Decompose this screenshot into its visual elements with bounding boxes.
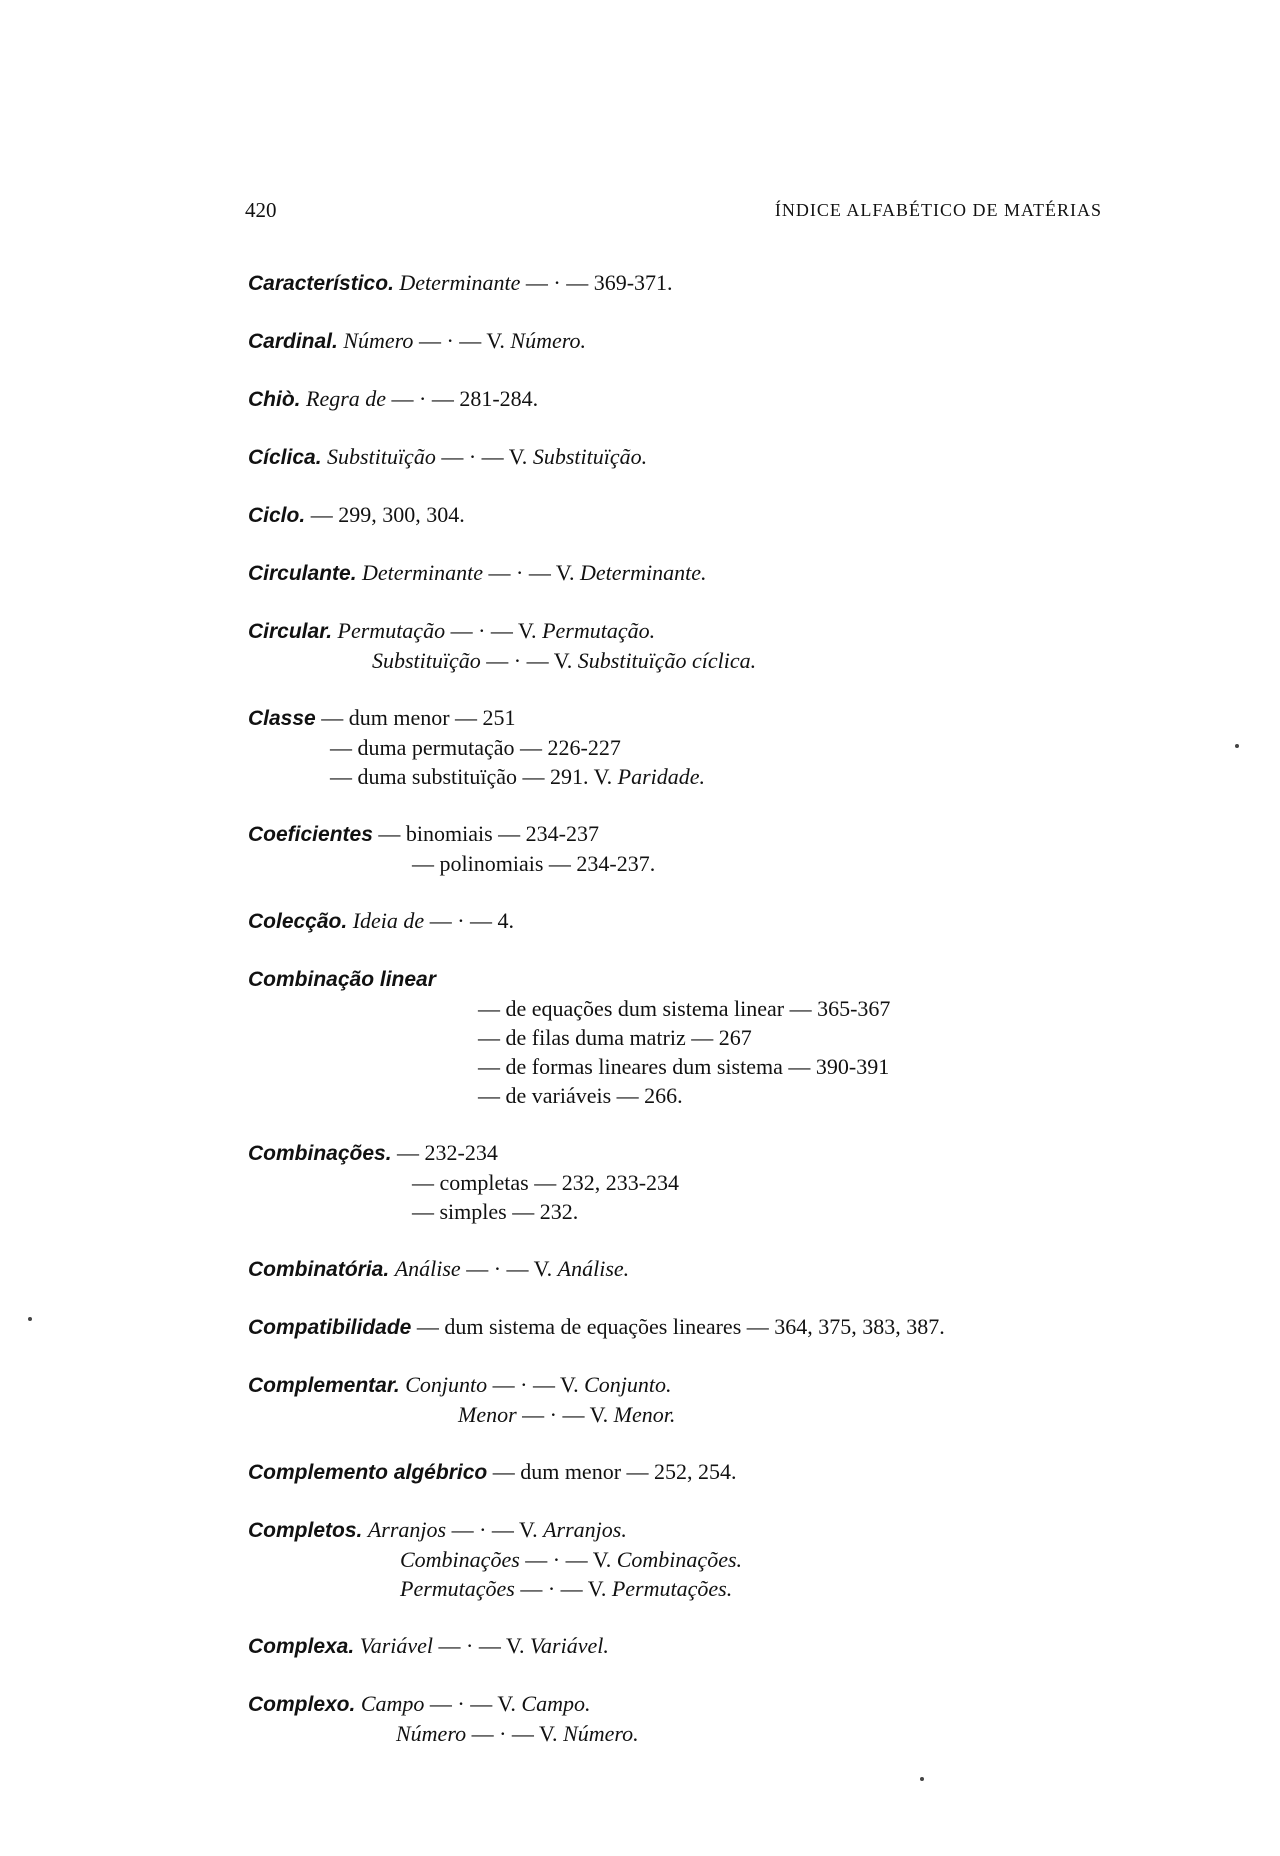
entry-text: — duma substituïção — 291. V. <box>330 764 618 789</box>
entry-term: Completos. <box>248 1519 363 1542</box>
italic-reference: Permutação. <box>542 618 656 643</box>
scan-speck <box>920 1777 924 1781</box>
index-entry <box>248 1138 1108 1226</box>
entry-term: Compatibilidade <box>248 1316 412 1339</box>
entry-term: Complexo. <box>248 1693 356 1716</box>
entry-line <box>248 500 1108 530</box>
index-entry <box>248 268 1108 298</box>
italic-reference: Menor. <box>613 1402 676 1427</box>
entry-line <box>248 964 1108 994</box>
entry-text: — · — V. <box>435 444 533 469</box>
entry-line <box>248 819 1108 849</box>
scan-speck <box>28 1317 32 1321</box>
entry-line <box>248 1689 1108 1719</box>
italic-reference: Ideia de <box>352 908 425 933</box>
italic-reference: Substituïção. <box>532 444 648 469</box>
entry-line <box>248 1138 1108 1168</box>
entry-text: — · — 369-371. <box>520 270 673 295</box>
entry-text: — · — V. <box>460 1256 558 1281</box>
entry-line <box>248 326 1108 356</box>
italic-reference: Arranjos <box>367 1517 447 1542</box>
entry-line <box>248 616 1108 646</box>
entry-term: Combinatória. <box>248 1258 390 1281</box>
entry-line <box>248 1719 1108 1748</box>
entry-line <box>248 1052 1108 1081</box>
entry-text: — · — V. <box>483 560 580 585</box>
entry-term: Combinações. <box>248 1142 392 1165</box>
index-entry <box>248 558 1108 588</box>
entry-line <box>248 1197 1108 1226</box>
entry-line <box>248 849 1108 878</box>
entry-line <box>248 558 1108 588</box>
index-entry <box>248 500 1108 530</box>
italic-reference: Determinante. <box>579 560 707 585</box>
entry-term: Combinação linear <box>248 968 436 991</box>
italic-reference: Arranjos. <box>543 1517 627 1542</box>
entry-line <box>248 1312 1108 1342</box>
entry-line <box>248 384 1108 414</box>
italic-reference: Determinante <box>399 270 521 295</box>
italic-reference: Campo <box>360 1691 425 1716</box>
italic-reference: Número <box>396 1721 467 1746</box>
index-entry <box>248 703 1108 791</box>
entry-term: Complexa. <box>248 1635 355 1658</box>
index-entry <box>248 1457 1108 1487</box>
entry-line <box>248 1545 1108 1574</box>
entry-text: — 232-234 <box>391 1140 498 1165</box>
index-entry <box>248 1312 1108 1342</box>
index-entry <box>248 1254 1108 1284</box>
italic-reference: Análise <box>394 1256 461 1281</box>
entry-text: — · — V. <box>424 1691 522 1716</box>
italic-reference: Menor <box>458 1402 517 1427</box>
entry-line <box>248 733 1108 762</box>
entry-text: — · — V. <box>433 1633 531 1658</box>
entry-line <box>248 994 1108 1023</box>
entry-text: — · — V. <box>519 1547 617 1572</box>
page-number: 420 <box>245 198 277 222</box>
running-title: ÍNDICE ALFABÉTICO DE MATÉRIAS <box>774 200 1102 220</box>
italic-reference: Permutação <box>337 618 446 643</box>
entry-line <box>248 762 1108 791</box>
entry-text: — de formas lineares dum sistema — 390-391 <box>478 1054 890 1079</box>
entry-term: Classe <box>248 707 316 730</box>
entry-line <box>248 1370 1108 1400</box>
entry-text: — · — V. <box>480 648 578 673</box>
index-entry <box>248 442 1108 472</box>
entry-line <box>248 1574 1108 1603</box>
italic-reference: Substituïção cíclica. <box>577 648 757 673</box>
index-entry <box>248 906 1108 936</box>
entry-text: — · — V. <box>445 618 543 643</box>
italic-reference: Conjunto <box>405 1372 488 1397</box>
entry-term: Circular. <box>248 620 333 643</box>
entry-text: — · — V. <box>516 1402 614 1427</box>
entry-line <box>248 1515 1108 1545</box>
entry-text: — de equações dum sistema linear — 365-367 <box>478 996 891 1021</box>
entry-term: Complementar. <box>248 1374 400 1397</box>
entry-line <box>248 268 1108 298</box>
italic-reference: Análise. <box>557 1256 630 1281</box>
index-entry <box>248 1370 1108 1429</box>
italic-reference: Substituïção <box>327 444 436 469</box>
entry-text: — dum sistema de equações lineares — 364, 375, 383, 387. <box>411 1314 945 1339</box>
entry-text: — dum menor — 252, 254. <box>487 1459 737 1484</box>
italic-reference: Permutações. <box>611 1576 733 1601</box>
italic-reference: Variável <box>359 1633 434 1658</box>
entry-line <box>248 1023 1108 1052</box>
italic-reference: Número <box>343 328 414 353</box>
index-entry <box>248 1631 1108 1661</box>
entry-line <box>248 1400 1108 1429</box>
scan-speck <box>1235 744 1239 748</box>
entry-line <box>248 1457 1108 1487</box>
italic-reference: Determinante <box>362 560 483 585</box>
italic-reference: Regra de <box>306 386 387 411</box>
italic-reference: Conjunto. <box>584 1372 672 1397</box>
index-entries <box>248 268 1108 1776</box>
index-entry <box>248 964 1108 1110</box>
italic-reference: Variável. <box>530 1633 609 1658</box>
entry-text: — 299, 300, 304. <box>305 502 465 527</box>
entry-text: — binomiais — 234-237 <box>372 821 599 846</box>
index-entry <box>248 819 1108 878</box>
italic-reference: Campo. <box>521 1691 591 1716</box>
index-entry <box>248 616 1108 675</box>
entry-term: Chiò. <box>248 388 301 411</box>
index-entry <box>248 384 1108 414</box>
entry-term: Coeficientes <box>248 823 373 846</box>
entry-line <box>248 1081 1108 1110</box>
entry-line <box>248 442 1108 472</box>
entry-term: Característico. <box>248 272 394 295</box>
entry-term: Circulante. <box>248 562 357 585</box>
entry-term: Colecção. <box>248 910 348 933</box>
entry-term: Cíclica. <box>248 446 322 469</box>
entry-text: — · — V. <box>487 1372 585 1397</box>
index-entry <box>248 326 1108 356</box>
entry-text: — de filas duma matriz — 267 <box>478 1025 752 1050</box>
entry-text: — completas — 232, 233-234 <box>412 1170 680 1195</box>
entry-text: — dum menor — 251 <box>315 705 516 730</box>
italic-reference: Paridade. <box>617 764 706 789</box>
entry-text: — · — V. <box>514 1576 612 1601</box>
entry-line <box>248 646 1108 675</box>
entry-term: Ciclo. <box>248 504 306 527</box>
entry-line <box>248 703 1108 733</box>
italic-reference: Combinações. <box>616 1547 743 1572</box>
entry-text: — de variáveis — 266. <box>478 1083 683 1108</box>
entry-text: — duma permutação — 226-227 <box>330 735 621 760</box>
entry-text: — · — V. <box>446 1517 544 1542</box>
entry-text: — · — 281-284. <box>386 386 539 411</box>
italic-reference: Substituïção <box>372 648 481 673</box>
entry-term: Complemento algébrico <box>248 1461 488 1484</box>
entry-line <box>248 906 1108 936</box>
italic-reference: Número. <box>510 328 586 353</box>
index-entry <box>248 1689 1108 1748</box>
entry-text: — · — V. <box>413 328 511 353</box>
index-entry <box>248 1515 1108 1603</box>
entry-text: — polinomiais — 234-237. <box>412 851 656 876</box>
entry-text: — simples — 232. <box>412 1199 579 1224</box>
entry-line <box>248 1254 1108 1284</box>
entry-line <box>248 1631 1108 1661</box>
italic-reference: Combinações <box>400 1547 520 1572</box>
entry-line <box>248 1168 1108 1197</box>
italic-reference: Permutações <box>400 1576 515 1601</box>
entry-term: Cardinal. <box>248 330 338 353</box>
italic-reference: Número. <box>563 1721 639 1746</box>
page-header <box>245 198 1102 228</box>
entry-text: — · — 4. <box>424 908 515 933</box>
entry-text: — · — V. <box>466 1721 564 1746</box>
